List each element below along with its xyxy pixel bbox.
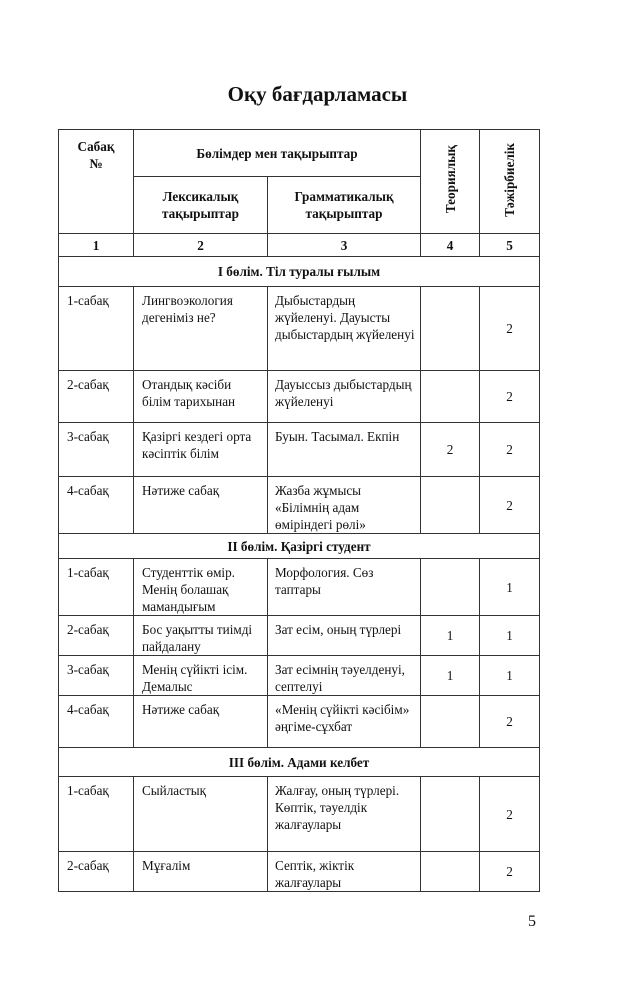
grammar-cell: Септік, жіктік жалғаулары xyxy=(268,852,421,892)
table-row xyxy=(59,852,540,892)
practice-cell: 2 xyxy=(480,423,540,477)
practice-cell: 2 xyxy=(480,777,540,852)
grammar-cell: Морфология. Сөз таптары xyxy=(268,559,421,616)
table-row xyxy=(59,616,540,656)
header-grammatical: Грамматикалық тақырыптар xyxy=(268,177,421,234)
header-sections-topics: Бөлімдер мен тақырыптар xyxy=(134,130,421,177)
lesson-cell: 2-сабақ xyxy=(59,371,134,423)
practice-cell: 2 xyxy=(480,852,540,892)
lesson-cell: 3-сабақ xyxy=(59,423,134,477)
column-number: 5 xyxy=(480,234,540,257)
page-number: 5 xyxy=(528,913,536,930)
lesson-cell: 4-сабақ xyxy=(59,696,134,748)
lesson-cell: 2-сабақ xyxy=(59,852,134,892)
header-row xyxy=(59,130,540,177)
page-title: Оқу бағдарламасы xyxy=(227,82,408,106)
lexical-cell: Бос уақытты тиімді пайдалану xyxy=(134,616,268,656)
lexical-cell: Нәтиже сабақ xyxy=(134,696,268,748)
theory-cell: 2 xyxy=(421,423,480,477)
grammar-cell: Жалғау, оның түрлері. Көптік, тәуелдік жалғаулары xyxy=(268,777,421,852)
lesson-cell: 1-сабақ xyxy=(59,777,134,852)
lesson-cell: 1-сабақ xyxy=(59,287,134,371)
section-row xyxy=(59,534,540,559)
theory-cell: 1 xyxy=(421,656,480,696)
table-row xyxy=(59,696,540,748)
table-row xyxy=(59,656,540,696)
practice-cell: 2 xyxy=(480,287,540,371)
lexical-cell: Мұғалім xyxy=(134,852,268,892)
table-row xyxy=(59,371,540,423)
header-lesson-no: Сабақ № xyxy=(59,130,134,234)
column-number: 1 xyxy=(59,234,134,257)
column-number-row xyxy=(59,234,540,257)
table-row xyxy=(59,559,540,616)
theory-cell xyxy=(421,852,480,892)
lexical-cell: Менің сүйікті ісім. Демалыс xyxy=(134,656,268,696)
table-row xyxy=(59,423,540,477)
section-row xyxy=(59,748,540,777)
lexical-cell: Лингвоэкология дегеніміз не? xyxy=(134,287,268,371)
column-number: 2 xyxy=(134,234,268,257)
header-practice: Тәжірбиелік xyxy=(480,130,540,234)
grammar-cell: Зат есімнің тәуелденуі, септелуі xyxy=(268,656,421,696)
theory-cell xyxy=(421,559,480,616)
practice-cell: 1 xyxy=(480,559,540,616)
lexical-cell: Отандық кәсіби білім тарихынан xyxy=(134,371,268,423)
theory-cell xyxy=(421,287,480,371)
grammar-cell: Жазба жұмысы «Білімнің адам өміріндегі рөлі» xyxy=(268,477,421,534)
lesson-cell: 4-сабақ xyxy=(59,477,134,534)
lexical-cell: Студенттік өмір. Менің болашақ мамандығым xyxy=(134,559,268,616)
theory-cell xyxy=(421,696,480,748)
theory-cell xyxy=(421,477,480,534)
section-title: ІІІ бөлім. Адами келбет xyxy=(59,748,540,777)
table-row xyxy=(59,777,540,852)
practice-cell: 2 xyxy=(480,371,540,423)
theory-cell xyxy=(421,777,480,852)
lexical-cell: Нәтиже сабақ xyxy=(134,477,268,534)
lesson-cell: 1-сабақ xyxy=(59,559,134,616)
lesson-cell: 3-сабақ xyxy=(59,656,134,696)
grammar-cell: Дыбыстардың жүйеленуі. Дауысты дыбыстардың жүйеленуі xyxy=(268,287,421,371)
column-number: 4 xyxy=(421,234,480,257)
theory-cell xyxy=(421,371,480,423)
practice-cell: 2 xyxy=(480,696,540,748)
section-title: І бөлім. Тіл туралы ғылым xyxy=(59,257,540,287)
table-row xyxy=(59,477,540,534)
section-row xyxy=(59,257,540,287)
column-number: 3 xyxy=(268,234,421,257)
practice-cell: 1 xyxy=(480,616,540,656)
header-theory: Теориялық xyxy=(421,130,480,234)
header-lexical: Лексикалық тақырыптар xyxy=(134,177,268,234)
lexical-cell: Сыйластық xyxy=(134,777,268,852)
curriculum-table xyxy=(58,129,540,892)
table-row xyxy=(59,287,540,371)
grammar-cell: Дауыссыз дыбыстардың жүйеленуі xyxy=(268,371,421,423)
grammar-cell: «Менің сүйікті кәсібім» әңгіме-сұхбат xyxy=(268,696,421,748)
lesson-cell: 2-сабақ xyxy=(59,616,134,656)
grammar-cell: Буын. Тасымал. Екпін xyxy=(268,423,421,477)
practice-cell: 1 xyxy=(480,656,540,696)
theory-cell: 1 xyxy=(421,616,480,656)
lexical-cell: Қазіргі кездегі орта кәсіптік білім xyxy=(134,423,268,477)
practice-cell: 2 xyxy=(480,477,540,534)
grammar-cell: Зат есім, оның түрлері xyxy=(268,616,421,656)
section-title: ІІ бөлім. Қазіргі студент xyxy=(59,534,540,559)
